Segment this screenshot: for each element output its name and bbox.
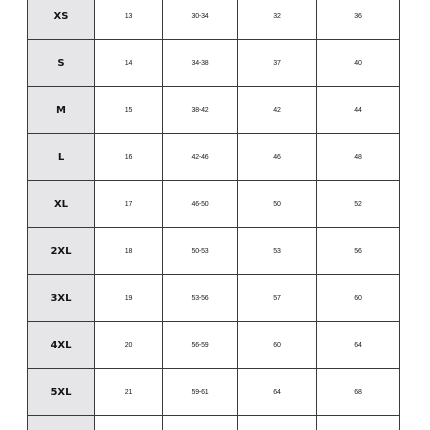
table-row [28, 275, 400, 322]
measurement-cell: 44 [317, 87, 400, 134]
measurement-cell: 14 [95, 40, 163, 87]
size-cell: 2XL [28, 228, 95, 275]
measurement-cell: 13 [95, 0, 163, 40]
size-cell: L [28, 134, 95, 181]
measurement-cell: 46-50 [163, 181, 238, 228]
measurement-cell-empty [317, 416, 400, 430]
measurement-cell: 60 [317, 275, 400, 322]
measurement-cell: 40 [317, 40, 400, 87]
size-cell: XS [28, 0, 95, 40]
measurement-cell: 42 [238, 87, 317, 134]
measurement-cell: 59-61 [163, 369, 238, 416]
measurement-cell: 42-46 [163, 134, 238, 181]
table-row [28, 181, 400, 228]
measurement-cell: 16 [95, 134, 163, 181]
size-cell: 3XL [28, 275, 95, 322]
table-row [28, 322, 400, 369]
measurement-cell: 21 [95, 369, 163, 416]
measurement-cell: 15 [95, 87, 163, 134]
measurement-cell: 46 [238, 134, 317, 181]
size-cell-empty [28, 416, 95, 430]
size-chart-table [27, 0, 400, 430]
measurement-cell: 64 [317, 322, 400, 369]
measurement-cell-empty [95, 416, 163, 430]
measurement-cell: 32 [238, 0, 317, 40]
table-row [28, 134, 400, 181]
measurement-cell: 56-59 [163, 322, 238, 369]
measurement-cell: 30-34 [163, 0, 238, 40]
measurement-cell: 50 [238, 181, 317, 228]
size-cell: M [28, 87, 95, 134]
measurement-cell: 36 [317, 0, 400, 40]
measurement-cell: 60 [238, 322, 317, 369]
measurement-cell: 57 [238, 275, 317, 322]
measurement-cell-empty [238, 416, 317, 430]
measurement-cell: 53-56 [163, 275, 238, 322]
measurement-cell: 20 [95, 322, 163, 369]
size-cell: 5XL [28, 369, 95, 416]
table-row [28, 228, 400, 275]
measurement-cell-empty [163, 416, 238, 430]
measurement-cell: 52 [317, 181, 400, 228]
measurement-cell: 50-53 [163, 228, 238, 275]
table-row [28, 0, 400, 40]
measurement-cell: 37 [238, 40, 317, 87]
size-cell: XL [28, 181, 95, 228]
measurement-cell: 17 [95, 181, 163, 228]
measurement-cell: 38-42 [163, 87, 238, 134]
measurement-cell: 18 [95, 228, 163, 275]
measurement-cell: 48 [317, 134, 400, 181]
table-row [28, 369, 400, 416]
size-cell: 4XL [28, 322, 95, 369]
measurement-cell: 53 [238, 228, 317, 275]
measurement-cell: 68 [317, 369, 400, 416]
measurement-cell: 19 [95, 275, 163, 322]
table-row [28, 87, 400, 134]
size-cell: S [28, 40, 95, 87]
measurement-cell: 34-38 [163, 40, 238, 87]
measurement-cell: 56 [317, 228, 400, 275]
table-row [28, 40, 400, 87]
table-row-cut-off [28, 416, 400, 430]
measurement-cell: 64 [238, 369, 317, 416]
